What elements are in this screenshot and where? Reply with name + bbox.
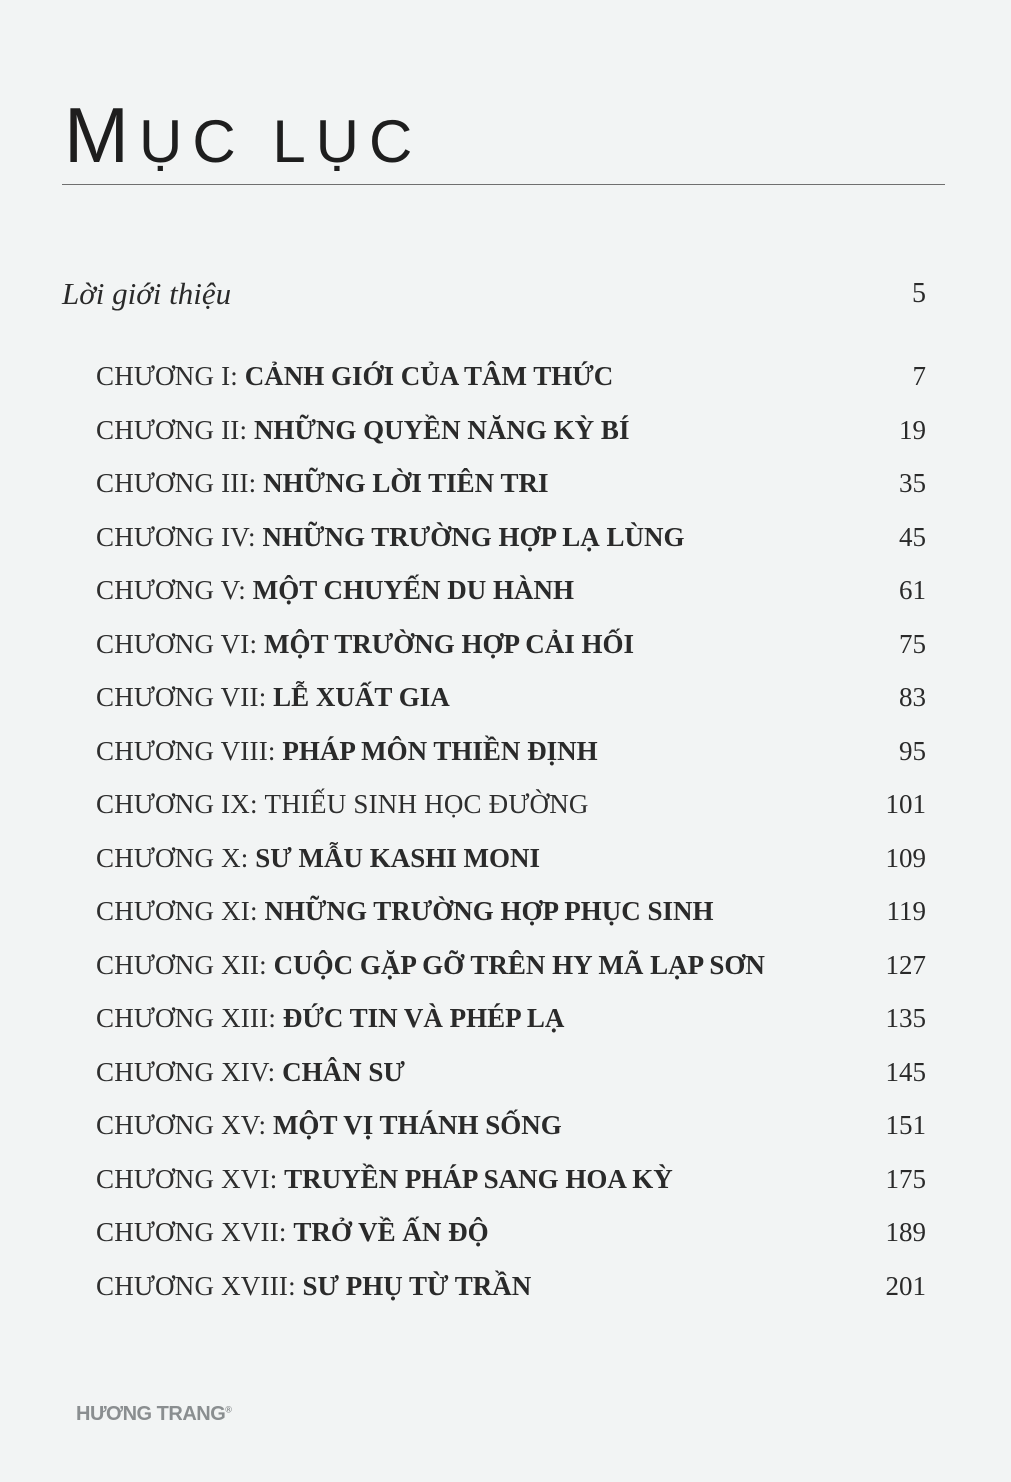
toc-row xyxy=(96,786,926,840)
toc-intro-row xyxy=(62,276,926,312)
toc-chapter-title: LỄ XUẤT GIA xyxy=(273,682,450,712)
toc-row xyxy=(96,412,926,466)
toc-chapter-number: CHƯƠNG XIV: xyxy=(96,1056,276,1087)
toc-chapter-number: CHƯƠNG XII: xyxy=(96,949,267,980)
toc-intro-page: 5 xyxy=(912,278,926,309)
toc-page-number: 109 xyxy=(885,842,926,873)
toc-page-number: 201 xyxy=(885,1270,926,1301)
toc-chapter-number: CHƯƠNG XVII: xyxy=(96,1217,287,1247)
page-title-rest: ỤC LỤC xyxy=(138,108,423,175)
toc-page-number: 175 xyxy=(885,1163,926,1194)
page-title-initial: M xyxy=(64,91,139,179)
toc-chapter-number: CHƯƠNG II: xyxy=(96,414,248,445)
toc-row xyxy=(96,733,926,787)
toc-chapter-number: CHƯƠNG VII: xyxy=(96,682,267,712)
publisher-logo xyxy=(76,1403,231,1426)
toc-row xyxy=(96,1161,926,1215)
toc-row xyxy=(96,1054,926,1108)
toc-page-number: 189 xyxy=(885,1217,926,1247)
page-title xyxy=(64,91,423,179)
toc-row xyxy=(96,1268,926,1322)
toc-chapter-title: MỘT TRƯỜNG HỢP CẢI HỐI xyxy=(263,628,635,659)
toc-row xyxy=(96,947,926,1001)
toc-page-number: 75 xyxy=(899,628,926,659)
toc-chapter-title: SƯ MẪU KASHI MONI xyxy=(255,842,541,873)
toc-page-number: 101 xyxy=(885,789,926,819)
toc-row xyxy=(96,893,926,947)
toc-intro-label: Lời giới thiệu xyxy=(62,276,232,311)
toc-page-number: 35 xyxy=(899,468,926,498)
toc-chapter-number: CHƯƠNG XIII: xyxy=(96,1003,277,1033)
toc-chapter-title: TRỞ VỀ ẤN ĐỘ xyxy=(293,1217,489,1247)
toc-chapter-number: CHƯƠNG XI: xyxy=(96,896,258,926)
toc-chapter-number: CHƯƠNG X: xyxy=(96,842,249,873)
toc-chapter-number: CHƯƠNG XV: xyxy=(96,1110,267,1140)
toc-page-number: 7 xyxy=(912,361,926,391)
toc-row xyxy=(96,1214,926,1268)
toc-page-number: 127 xyxy=(885,949,926,980)
toc-row xyxy=(96,626,926,680)
toc-row xyxy=(96,679,926,733)
toc-chapter-title: CUỘC GẶP GỠ TRÊN HY MÃ LẠP SƠN xyxy=(273,949,765,980)
toc-row xyxy=(96,572,926,626)
toc-page-number: 95 xyxy=(899,735,926,766)
toc-row xyxy=(96,1107,926,1161)
toc-chapter-title: NHỮNG TRƯỜNG HỢP PHỤC SINH xyxy=(264,896,714,926)
toc-chapter-title: ĐỨC TIN VÀ PHÉP LẠ xyxy=(282,1003,565,1033)
registered-mark: ® xyxy=(225,1404,232,1415)
toc-chapter-title: CẢNH GIỚI CỦA TÂM THỨC xyxy=(244,361,614,391)
toc-chapter-title: NHỮNG LỜI TIÊN TRI xyxy=(263,468,549,498)
toc-chapter-title: MỘT VỊ THÁNH SỐNG xyxy=(272,1110,562,1140)
toc-page-number: 151 xyxy=(885,1110,926,1140)
toc-chapter-number: CHƯƠNG I: xyxy=(96,361,238,391)
toc-page-number: 145 xyxy=(885,1056,926,1087)
toc-page-number: 135 xyxy=(885,1003,926,1033)
toc-chapter-title: NHỮNG TRƯỜNG HỢP LẠ LÙNG xyxy=(262,521,685,552)
toc-chapter-number: CHƯƠNG VIII: xyxy=(96,735,276,766)
toc-page-number: 61 xyxy=(899,575,926,605)
toc-chapter-number: CHƯƠNG VI: xyxy=(96,628,258,659)
toc-chapter-title: CHÂN SƯ xyxy=(282,1056,405,1087)
toc-chapter-title: SƯ PHỤ TỪ TRẦN xyxy=(302,1270,532,1301)
toc-chapter-number: CHƯƠNG III: xyxy=(96,468,257,498)
toc-chapter-title: TRUYỀN PHÁP SANG HOA KỲ xyxy=(284,1163,673,1194)
toc-chapter-number: CHƯƠNG XVIII: xyxy=(96,1270,296,1301)
toc-chapter-number: CHƯƠNG XVI: xyxy=(96,1163,278,1194)
title-divider xyxy=(62,184,945,185)
toc-row xyxy=(96,465,926,519)
toc-row xyxy=(96,840,926,894)
toc-chapter-title: PHÁP MÔN THIỀN ĐỊNH xyxy=(282,735,598,766)
toc-page-number: 45 xyxy=(899,521,926,552)
toc-row xyxy=(96,358,926,412)
toc-chapter-number: CHƯƠNG IV: xyxy=(96,521,256,552)
toc-chapter-title: NHỮNG QUYỀN NĂNG KỲ BÍ xyxy=(253,414,630,445)
toc-page-number: 83 xyxy=(899,682,926,712)
toc-row xyxy=(96,1000,926,1054)
publisher-name: HƯƠNG TRANG xyxy=(76,1403,226,1425)
toc-chapter-title: MỘT CHUYẾN DU HÀNH xyxy=(252,575,575,605)
toc-chapter-number: CHƯƠNG IX: xyxy=(96,789,258,819)
toc-chapter-number: CHƯƠNG V: xyxy=(96,575,247,605)
toc-row xyxy=(96,519,926,573)
toc-page-number: 119 xyxy=(886,896,926,926)
toc-chapter-title: THIẾU SINH HỌC ĐƯỜNG xyxy=(264,789,589,819)
table-of-contents xyxy=(96,358,926,1321)
toc-page-number: 19 xyxy=(899,414,926,445)
